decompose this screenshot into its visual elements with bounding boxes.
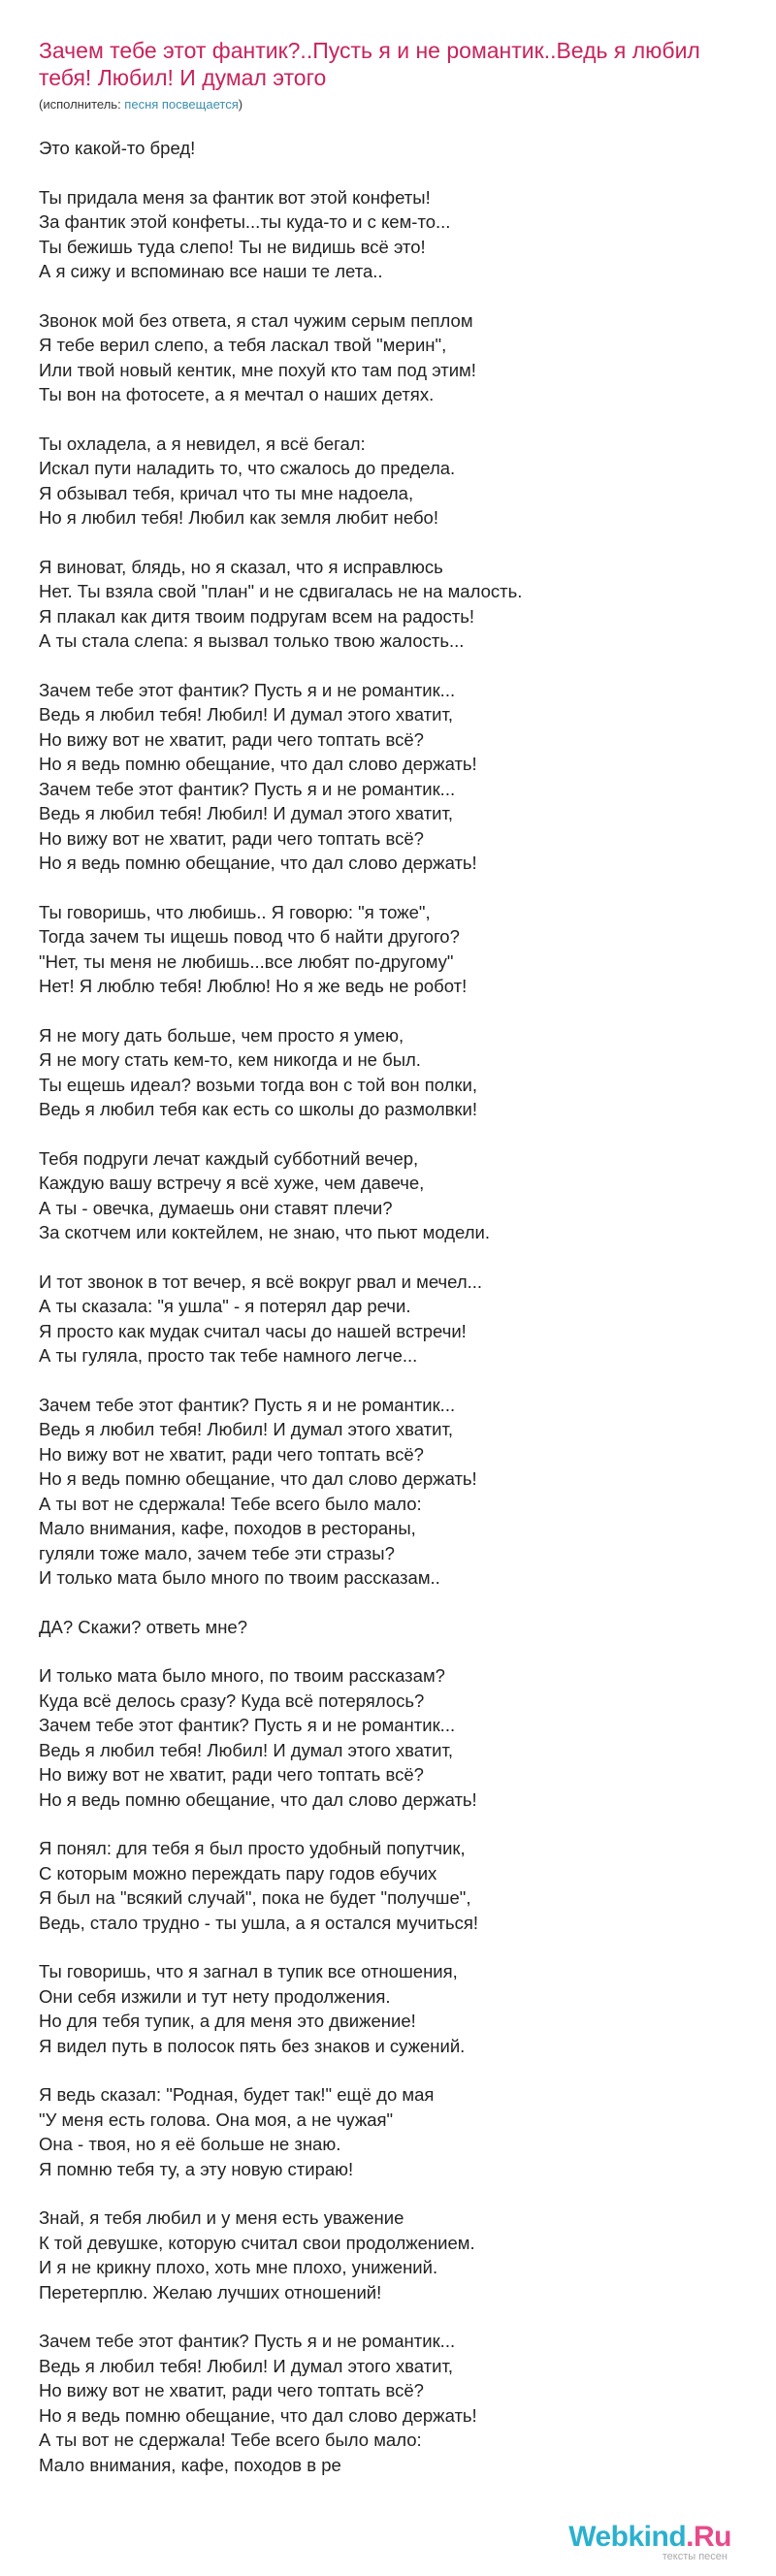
lyrics-line: Тебя подруги лечат каждый субботний вечер, bbox=[39, 1147, 419, 1169]
logo-tagline: тексты песен bbox=[662, 2551, 728, 2562]
lyrics-line: гуляли тоже мало, зачем тебе эти стразы? bbox=[39, 1542, 395, 1563]
lyrics-line: Я тебе верил слепо, а тебя ласкал твой "мерин", bbox=[39, 335, 447, 355]
lyrics-stanza bbox=[39, 1023, 737, 1122]
lyrics-line: А ты стала слепа: я вызвал только твою жалость... bbox=[39, 630, 465, 651]
lyrics-line: А ты вот не сдержала! Тебе всего было мало: bbox=[39, 1493, 422, 1514]
song-title: Зачем тебе этот фантик?..Пусть я и не романтик..Ведь я любил тебя! Любил! И думал этого bbox=[39, 38, 700, 90]
lyrics-line: Ведь я любил тебя! Любил! И думал этого хватит, bbox=[39, 704, 454, 724]
lyrics-line: Но я ведь помню обещание, что дал слово держать! bbox=[39, 1788, 477, 1810]
lyrics-line: К той девушке, которую считал свои продолжением. bbox=[39, 2232, 475, 2253]
lyrics-line: Зачем тебе этот фантик? Пусть я и не романтик... bbox=[39, 679, 456, 700]
lyrics-line: Я не могу дать больше, чем просто я умею, bbox=[39, 1024, 404, 1046]
lyrics-line: Но вижу вот не хватит, ради чего топтать всё? bbox=[39, 1764, 424, 1785]
lyrics-line: Но вижу вот не хватит, ради чего топтать всё? bbox=[39, 2380, 424, 2400]
lyrics-line: Я помню тебя ту, а эту новую стираю! bbox=[39, 2158, 354, 2179]
lyrics-line: Ведь я любил тебя как есть со школы до размолвки! bbox=[39, 1099, 478, 1119]
lyrics-line: Но я ведь помню обещание, что дал слово держать! bbox=[39, 754, 477, 774]
lyrics-line: Ты говоришь, что я загнал в тупик все отношения, bbox=[39, 1961, 458, 1981]
lyrics-line: Нет! Я люблю тебя! Люблю! Но я же ведь не робот! bbox=[39, 976, 468, 996]
lyrics-line: И только мата было много по твоим рассказам.. bbox=[39, 1567, 440, 1588]
lyrics-line: И тот звонок в тот вечер, я всё вокруг рвал и мечел... bbox=[39, 1271, 483, 1292]
lyrics-line: Но я любил тебя! Любил как земля любит небо! bbox=[39, 507, 438, 528]
lyrics-line: Зачем тебе этот фантик? Пусть я и не романтик... bbox=[39, 1715, 456, 1735]
lyrics-line: Я понял: для тебя я был просто удобный попутчик, bbox=[39, 1838, 466, 1858]
lyrics-line: Но вижу вот не хватит, ради чего топтать всё? bbox=[39, 728, 424, 750]
lyrics-line: Ты придала меня за фантик вот этой конфеты! bbox=[39, 186, 431, 208]
lyrics-line: Зачем тебе этот фантик? Пусть я и не романтик... bbox=[39, 2331, 456, 2351]
lyrics-stanza bbox=[39, 1146, 737, 1245]
lyrics-line: Ты говоришь, что любишь.. Я говорю: "я тоже", bbox=[39, 901, 431, 922]
logo-wordmark bbox=[568, 2522, 731, 2553]
lyrics-line: С которым можно переждать пару годов ебучих bbox=[39, 1862, 437, 1884]
lyrics-line: Я обзывал тебя, кричал что ты мне надоела, bbox=[39, 482, 414, 503]
lyrics-line: Мало внимания, кафе, походов в рестораны, bbox=[39, 1518, 416, 1538]
lyrics-line: А ты сказала: "я ушла" - я потерял дар речи. bbox=[39, 1296, 411, 1316]
lyrics-stanza bbox=[39, 185, 737, 284]
site-logo[interactable] bbox=[568, 2522, 731, 2562]
lyrics-line: Я просто как мудак считал часы до нашей встречи! bbox=[39, 1320, 467, 1341]
logo-domain: .Ru bbox=[686, 2521, 731, 2553]
lyrics-line: А ты - овечка, думаешь они ставят плечи? bbox=[39, 1197, 393, 1218]
lyrics-line: Ты охладела, а я невидел, я всё бегал: bbox=[39, 433, 366, 454]
lyrics-line: Но я ведь помню обещание, что дал слово держать! bbox=[39, 1468, 477, 1489]
lyrics-stanza bbox=[39, 1663, 737, 1812]
artist-suffix: ) bbox=[238, 97, 243, 112]
lyrics-line: Но вижу вот не хватит, ради чего топтать всё? bbox=[39, 1443, 424, 1465]
lyrics-line: И я не крикну плохо, хоть мне плохо, унижений. bbox=[39, 2257, 438, 2277]
lyrics-line: Я плакал как дитя твоим подругам всем на радость! bbox=[39, 605, 475, 627]
lyrics-line: Но для тебя тупик, а для меня это движение! bbox=[39, 2011, 416, 2031]
lyrics-line: А ты гуляла, просто так тебе намного легче... bbox=[39, 1345, 418, 1366]
lyrics-stanza bbox=[39, 136, 737, 161]
lyrics-line: "У меня есть голова. Она моя, а не чужая" bbox=[39, 2109, 394, 2130]
lyrics-line: Тогда зачем ты ищешь повод что б найти другого? bbox=[39, 926, 460, 947]
lyrics-line: Но я ведь помню обещание, что дал слово держать! bbox=[39, 853, 477, 873]
lyrics-line: Она - твоя, но я её больше не знаю. bbox=[39, 2134, 341, 2154]
song-header bbox=[39, 37, 737, 112]
lyrics-line: Зачем тебе этот фантик? Пусть я и не романтик... bbox=[39, 1394, 456, 1415]
lyrics-stanza bbox=[39, 1959, 737, 2058]
lyrics-line: Ведь я любил тебя! Любил! И думал этого хватит, bbox=[39, 1739, 454, 1760]
lyrics-stanza bbox=[39, 1270, 737, 1368]
lyrics-stanza bbox=[39, 555, 737, 654]
lyrics-line: Нет. Ты взяла свой "план" и не сдвигалась не на малость. bbox=[39, 581, 523, 601]
lyrics-stanza bbox=[39, 2082, 737, 2181]
lyrics-line: За скотчем или коктейлем, не знаю, что пьют модели. bbox=[39, 1222, 490, 1242]
lyrics-line: Я видел путь в полосок пять без знаков и сужений. bbox=[39, 2035, 466, 2056]
lyrics-line: Я был на "всякий случай", пока не будет "получше", bbox=[39, 1887, 471, 1908]
lyrics-stanza bbox=[39, 2329, 737, 2477]
lyrics-stanza bbox=[39, 1615, 737, 1640]
lyrics-line: И только мата было много, по твоим рассказам? bbox=[39, 1665, 445, 1686]
lyrics-line: Перетерплю. Желаю лучших отношений! bbox=[39, 2281, 382, 2302]
artist-prefix: (исполнитель: bbox=[39, 97, 125, 112]
lyrics-line: Мало внимания, кафе, походов в ре bbox=[39, 2454, 341, 2475]
lyrics-line: Это какой-то бред! bbox=[39, 138, 196, 158]
lyrics-line: Я ведь сказал: "Родная, будет так!" ещё до мая bbox=[39, 2084, 435, 2105]
lyrics-stanza bbox=[39, 1393, 737, 1591]
logo-word: Webkind bbox=[568, 2521, 687, 2553]
lyrics-body bbox=[39, 136, 737, 2501]
lyrics-line: Звонок мой без ответа, я стал чужим серым пеплом bbox=[39, 309, 473, 331]
lyrics-line: А ты вот не сдержала! Тебе всего было мало: bbox=[39, 2430, 422, 2450]
lyrics-line: Зачем тебе этот фантик? Пусть я и не романтик... bbox=[39, 778, 456, 799]
lyrics-stanza bbox=[39, 1836, 737, 1935]
lyrics-line: Искал пути наладить то, что сжалось до предела. bbox=[39, 458, 456, 478]
artist-line bbox=[39, 97, 737, 112]
lyrics-line: Куда всё делось сразу? Куда всё потерялось? bbox=[39, 1690, 425, 1711]
lyrics-line: Или твой новый кентик, мне похуй кто там под этим! bbox=[39, 359, 476, 380]
lyrics-line: Я не могу стать кем-то, кем никогда и не был. bbox=[39, 1049, 421, 1070]
lyrics-line: ДА? Скажи? ответь мне? bbox=[39, 1616, 247, 1637]
lyrics-line: Каждую вашу встречу я всё хуже, чем давече, bbox=[39, 1173, 425, 1193]
lyrics-line: Но я ведь помню обещание, что дал слово держать! bbox=[39, 2404, 477, 2426]
lyrics-line: Знай, я тебя любил и у меня есть уважение bbox=[39, 2207, 404, 2228]
lyrics-line: Но вижу вот не хватит, ради чего топтать всё? bbox=[39, 827, 424, 849]
lyrics-line: Ведь, стало трудно - ты ушла, а я остался мучиться! bbox=[39, 1912, 479, 1933]
lyrics-line: Ведь я любил тебя! Любил! И думал этого хватит, bbox=[39, 2355, 454, 2376]
lyrics-line: Ты бежишь туда слепо! Ты не видишь всё это! bbox=[39, 236, 426, 257]
lyrics-line: Ты ещешь идеал? возьми тогда вон с той вон полки, bbox=[39, 1074, 477, 1095]
lyrics-line: А я сижу и вспоминаю все наши те лета.. bbox=[39, 261, 383, 281]
lyrics-line: Я виноват, блядь, но я сказал, что я исправлюсь bbox=[39, 556, 443, 577]
lyrics-line: Они себя изжили и тут нету продолжения. bbox=[39, 1985, 391, 2007]
lyrics-line: "Нет, ты меня не любишь...все любят по-другому" bbox=[39, 950, 454, 972]
lyrics-stanza bbox=[39, 308, 737, 407]
lyrics-stanza bbox=[39, 900, 737, 999]
lyrics-stanza bbox=[39, 678, 737, 876]
lyrics-line: Ведь я любил тебя! Любил! И думал этого хватит, bbox=[39, 1419, 454, 1439]
lyrics-stanza bbox=[39, 432, 737, 531]
lyrics-line: Ведь я любил тебя! Любил! И думал этого хватит, bbox=[39, 803, 454, 823]
lyrics-stanza bbox=[39, 2206, 737, 2304]
lyrics-line: Ты вон на фотосете, а я мечтал о наших детях. bbox=[39, 384, 435, 404]
artist-link[interactable]: песня посвещается bbox=[124, 97, 239, 112]
lyrics-line: За фантик этой конфеты...ты куда-то и с кем-то... bbox=[39, 211, 451, 232]
